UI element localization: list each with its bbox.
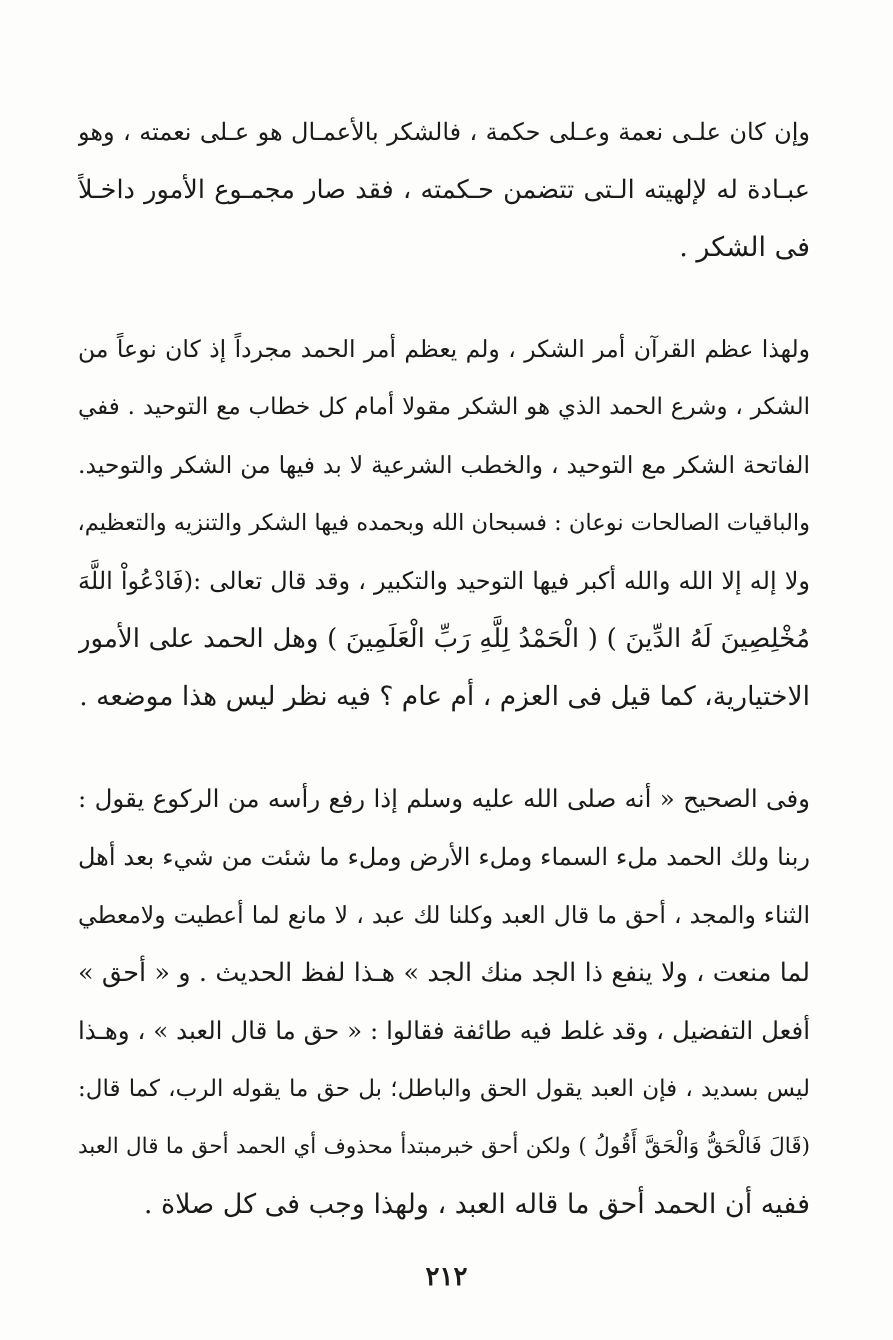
page-number: ٢١٢ bbox=[425, 1262, 468, 1292]
text-line: الفاتحة الشكر مع التوحيد ، والخطب الشرعية لا بد فيها من الشكر والتوحيد. bbox=[78, 451, 810, 479]
text-line: لما منعت ، ولا ينفع ذا الجد منك الجد » هـذا لفظ الحديث . و « أحق » bbox=[78, 958, 810, 988]
text-line: ليس بسديد ، فإن العبد يقول الحق والباطل؛ بل حق ما يقوله الرب، كما قال: bbox=[78, 1076, 810, 1102]
paragraph-1 bbox=[78, 103, 810, 277]
paragraph-2 bbox=[78, 320, 810, 726]
text-line: وإن كان علـى نعمة وعـلى حكمة ، فالشكر بالأعمـال هو عـلى نعمته ، وهو bbox=[78, 118, 810, 146]
text-line: أفعل التفضيل ، وقد غلط فيه طائفة فقالوا : « حق ما قال العبد » ، وهـذا bbox=[78, 1016, 810, 1045]
text-line: الثناء والمجد ، أحق ما قال العبد وكلنا لك عبد ، لا مانع لما أعطيت ولامعطي bbox=[78, 901, 810, 929]
text-line: عبـادة له لإلهيته الـتى تتضمن حـكمته ، فقد صار مجمـوع الأمور داخـلاً bbox=[78, 175, 810, 205]
text-line: ربنا ولك الحمد ملء السماء وملء الأرض وملء ما شئت من شيء بعد أهل bbox=[78, 843, 810, 871]
text-line: فى الشكر . bbox=[679, 232, 810, 263]
text-line: الشكر ، وشرع الحمد الذي هو الشكر مقولا أمام كل خطاب مع التوحيد . ففي bbox=[78, 394, 810, 420]
text-line: وفى الصحيح « أنه صلى الله عليه وسلم إذا رفع رأسه من الركوع يقول : bbox=[78, 784, 810, 813]
text-line: ففيه أن الحمد أحق ما قاله العبد ، ولهذا وجب فى كل صلاة . bbox=[143, 1189, 810, 1220]
text-line: ولا إله إلا الله والله أكبر فيها التوحيد والتكبير ، وقد قال تعالى :(فَادْعُواْ اللَّهَ bbox=[78, 567, 810, 595]
text-line: مُخْلِصِينَ لَهُ الدِّينَ ) ( الْحَمْدُ لِلَّهِ رَبِّ الْعَلَمِينَ ) وهل الحمد على الأمور bbox=[78, 624, 810, 654]
paragraph-3 bbox=[78, 770, 810, 1234]
text-line: الاختيارية، كما قيل فى العزم ، أم عام ؟ فيه نظر ليس هذا موضعه . bbox=[79, 681, 810, 712]
text-line: ولهذا عظم القرآن أمر الشكر ، ولم يعظم أمر الحمد مجرداً إذ كان نوعاً من bbox=[78, 335, 810, 363]
text-line: (قَالَ فَالْحَقُّ وَالْحَقَّ أَقُولُ ) ولكن أحق خبرمبتدأ محذوف أي الحمد أحق ما قال العبد bbox=[78, 1134, 810, 1159]
text-line: والباقيات الصالحات نوعان : فسبحان الله وبحمده فيها الشكر والتنزيه والتعظيم، bbox=[78, 510, 810, 536]
